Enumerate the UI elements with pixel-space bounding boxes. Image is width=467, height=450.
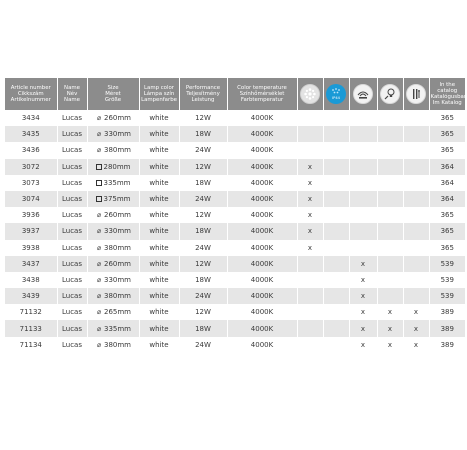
cell-ip-mark [323,320,349,336]
cell-led-mark: x [297,207,323,223]
cell-color-temperature: 4000K [227,223,297,239]
cell-motion-sensor-mark: x [349,272,377,288]
cell-size [87,272,139,288]
cell-dimmable-mark [377,142,403,158]
cell-lamp-color: white [139,320,179,336]
cell-dimmable-mark [377,175,403,191]
cell-size [87,175,139,191]
size-value: 260mm [104,114,131,123]
cell-protection-class-mark [403,240,429,256]
cell-article-number: 3936 [5,207,57,223]
cell-motion-sensor-mark [349,175,377,191]
cell-motion-sensor-mark [349,110,377,126]
cell-article-number: 3073 [5,175,57,191]
cell-protection-class-mark [403,126,429,142]
diameter-icon: ⌀ [96,146,102,155]
cell-lamp-color: white [139,240,179,256]
size-value: 380mm [104,340,131,349]
cell-color-temperature: 4000K [227,159,297,175]
cell-ip-mark [323,256,349,272]
cell-size [87,288,139,304]
cell-color-temperature: 4000K [227,207,297,223]
cell-catalog-page: 365 [429,142,465,158]
cell-lamp-color: white [139,207,179,223]
cell-catalog-page: 539 [429,272,465,288]
cell-dimmable-mark: x [377,320,403,336]
diameter-icon: ⌀ [96,243,102,252]
square-shape-icon [96,196,102,202]
cell-name: Lucas [57,207,87,223]
cell-lamp-color: white [139,256,179,272]
cell-article-number: 3434 [5,110,57,126]
diameter-icon: ⌀ [96,308,102,317]
table-row [5,240,465,256]
cell-article-number: 3937 [5,223,57,239]
cell-name: Lucas [57,272,87,288]
cell-color-temperature: 4000K [227,256,297,272]
cell-performance: 18W [179,126,227,142]
header-catalog: In the catalog Katalógusban Im Katalog [429,78,465,110]
size-value: 380mm [104,243,131,252]
cell-lamp-color: white [139,304,179,320]
cell-ip-mark [323,110,349,126]
cell-motion-sensor-mark: x [349,337,377,353]
cell-lamp-color: white [139,175,179,191]
cell-protection-class-mark [403,223,429,239]
diameter-icon: ⌀ [96,211,102,220]
header-name: Name Név Name [57,78,87,110]
cell-performance: 18W [179,223,227,239]
size-value: 260mm [104,259,131,268]
cell-ip-mark [323,288,349,304]
cell-ip-mark [323,159,349,175]
cell-led-mark [297,126,323,142]
cell-color-temperature: 4000K [227,320,297,336]
header-size: Size Méret Größe [87,78,139,110]
cell-led-mark [297,288,323,304]
cell-motion-sensor-mark: x [349,320,377,336]
size-value: 330mm [104,227,131,236]
cell-dimmable-mark [377,288,403,304]
header-color-temperature: Color temperature Színhőmérséklet Farbtemperatur [227,78,297,110]
cell-catalog-page: 364 [429,159,465,175]
square-shape-icon [96,180,102,186]
table-row [5,126,465,142]
cell-article-number: 3938 [5,240,57,256]
cell-size [87,110,139,126]
cell-size [87,320,139,336]
cell-lamp-color: white [139,142,179,158]
cell-motion-sensor-mark [349,207,377,223]
cell-dimmable-mark [377,272,403,288]
table-row [5,207,465,223]
table-row [5,191,465,207]
cell-color-temperature: 4000K [227,175,297,191]
cell-motion-sensor-mark [349,223,377,239]
cell-performance: 18W [179,272,227,288]
cell-dimmable-mark [377,223,403,239]
cell-performance: 12W [179,256,227,272]
size-value: 265mm [104,308,131,317]
cell-led-mark [297,142,323,158]
cell-dimmable-mark: x [377,304,403,320]
cell-name: Lucas [57,191,87,207]
header-ip-icon [323,78,349,110]
cell-protection-class-mark [403,256,429,272]
header-row [5,78,465,110]
svg-text:IP44: IP44 [332,96,340,100]
cell-size [87,304,139,320]
cell-catalog-page: 539 [429,256,465,272]
cell-led-mark: x [297,175,323,191]
cell-catalog-page: 389 [429,337,465,353]
cell-ip-mark [323,272,349,288]
cell-lamp-color: white [139,337,179,353]
cell-led-mark: x [297,223,323,239]
product-table [5,78,465,353]
cell-catalog-page: 364 [429,191,465,207]
table-row [5,337,465,353]
cell-catalog-page: 539 [429,288,465,304]
cell-protection-class-mark: x [403,320,429,336]
cell-size [87,223,139,239]
cell-catalog-page: 389 [429,304,465,320]
cell-size [87,256,139,272]
size-value: 330mm [104,130,131,139]
table-row [5,304,465,320]
header-article-number: Article number Cikkszám Artikelnummer [5,78,57,110]
cell-article-number: 3439 [5,288,57,304]
size-value: 380mm [104,146,131,155]
led-icon [300,84,320,104]
cell-protection-class-mark [403,207,429,223]
diameter-icon: ⌀ [96,275,102,284]
cell-size [87,126,139,142]
motion-sensor-icon [353,84,373,104]
cell-name: Lucas [57,110,87,126]
cell-dimmable-mark: x [377,337,403,353]
cell-name: Lucas [57,126,87,142]
size-value: 380mm [104,292,131,301]
header-dimmable-icon [377,78,403,110]
size-value: 260mm [104,211,131,220]
cell-led-mark: x [297,159,323,175]
product-table-container [5,78,467,353]
diameter-icon: ⌀ [96,114,102,123]
size-value: 330mm [104,275,131,284]
cell-dimmable-mark [377,207,403,223]
cell-color-temperature: 4000K [227,272,297,288]
cell-name: Lucas [57,142,87,158]
diameter-icon: ⌀ [96,324,102,333]
cell-size [87,159,139,175]
diameter-icon: ⌀ [96,259,102,268]
cell-lamp-color: white [139,288,179,304]
cell-article-number: 3436 [5,142,57,158]
cell-ip-mark [323,337,349,353]
cell-article-number: 3072 [5,159,57,175]
cell-color-temperature: 4000K [227,304,297,320]
cell-ip-mark [323,126,349,142]
protection-class-icon [406,84,426,104]
cell-protection-class-mark: x [403,304,429,320]
cell-performance: 12W [179,304,227,320]
cell-color-temperature: 4000K [227,337,297,353]
square-shape-icon [96,164,102,170]
cell-color-temperature: 4000K [227,288,297,304]
cell-motion-sensor-mark [349,126,377,142]
cell-lamp-color: white [139,159,179,175]
cell-article-number: 3438 [5,272,57,288]
size-value: 280mm [103,162,131,171]
cell-lamp-color: white [139,191,179,207]
cell-ip-mark [323,142,349,158]
cell-name: Lucas [57,159,87,175]
cell-performance: 24W [179,240,227,256]
table-row [5,159,465,175]
cell-protection-class-mark: x [403,337,429,353]
cell-article-number: 3074 [5,191,57,207]
cell-name: Lucas [57,288,87,304]
cell-size [87,240,139,256]
cell-catalog-page: 364 [429,175,465,191]
cell-led-mark: x [297,240,323,256]
cell-lamp-color: white [139,272,179,288]
cell-ip-mark [323,207,349,223]
table-row [5,288,465,304]
header-motion-sensor-icon [349,78,377,110]
cell-led-mark [297,337,323,353]
cell-performance: 18W [179,175,227,191]
cell-catalog-page: 365 [429,126,465,142]
size-value: 375mm [103,195,131,204]
table-row [5,272,465,288]
header-lamp-color: Lamp color Lámpa szín Lampenfarbe [139,78,179,110]
cell-article-number: 3435 [5,126,57,142]
cell-led-mark [297,256,323,272]
table-row [5,256,465,272]
cell-motion-sensor-mark: x [349,304,377,320]
cell-article-number: 3437 [5,256,57,272]
cell-size [87,337,139,353]
cell-size [87,207,139,223]
cell-article-number: 71134 [5,337,57,353]
cell-protection-class-mark [403,159,429,175]
diameter-icon: ⌀ [96,340,102,349]
cell-catalog-page: 365 [429,223,465,239]
cell-motion-sensor-mark [349,240,377,256]
cell-article-number: 71132 [5,304,57,320]
cell-ip-mark [323,304,349,320]
cell-dimmable-mark [377,256,403,272]
cell-ip-mark [323,240,349,256]
cell-color-temperature: 4000K [227,126,297,142]
cell-catalog-page: 389 [429,320,465,336]
cell-led-mark [297,304,323,320]
cell-color-temperature: 4000K [227,110,297,126]
cell-color-temperature: 4000K [227,240,297,256]
cell-size [87,191,139,207]
cell-lamp-color: white [139,223,179,239]
cell-motion-sensor-mark [349,159,377,175]
diameter-icon: ⌀ [96,292,102,301]
cell-color-temperature: 4000K [227,142,297,158]
cell-performance: 12W [179,110,227,126]
cell-ip-mark [323,175,349,191]
cell-led-mark [297,110,323,126]
cell-catalog-page: 365 [429,207,465,223]
cell-performance: 24W [179,337,227,353]
cell-name: Lucas [57,337,87,353]
table-row [5,320,465,336]
cell-size [87,142,139,158]
cell-name: Lucas [57,175,87,191]
table-row [5,110,465,126]
cell-motion-sensor-mark: x [349,288,377,304]
cell-protection-class-mark [403,110,429,126]
ip-rating-icon [326,84,346,104]
cell-dimmable-mark [377,159,403,175]
cell-article-number: 71133 [5,320,57,336]
cell-performance: 18W [179,320,227,336]
cell-dimmable-mark [377,240,403,256]
cell-performance: 12W [179,159,227,175]
cell-lamp-color: white [139,110,179,126]
cell-performance: 24W [179,288,227,304]
cell-dimmable-mark [377,191,403,207]
cell-protection-class-mark [403,272,429,288]
cell-catalog-page: 365 [429,240,465,256]
cell-led-mark [297,272,323,288]
cell-ip-mark [323,191,349,207]
cell-name: Lucas [57,240,87,256]
cell-motion-sensor-mark [349,142,377,158]
cell-name: Lucas [57,320,87,336]
cell-name: Lucas [57,256,87,272]
size-value: 335mm [103,178,131,187]
cell-protection-class-mark [403,175,429,191]
cell-name: Lucas [57,223,87,239]
dimmable-icon [380,84,400,104]
cell-performance: 12W [179,207,227,223]
diameter-icon: ⌀ [96,227,102,236]
cell-led-mark [297,320,323,336]
cell-protection-class-mark [403,142,429,158]
cell-dimmable-mark [377,110,403,126]
header-performance: Performance Teljesítmény Leistung [179,78,227,110]
cell-motion-sensor-mark: x [349,256,377,272]
cell-protection-class-mark [403,288,429,304]
table-row [5,175,465,191]
table-row [5,142,465,158]
cell-motion-sensor-mark [349,191,377,207]
cell-led-mark: x [297,191,323,207]
diameter-icon: ⌀ [96,130,102,139]
cell-catalog-page: 365 [429,110,465,126]
cell-ip-mark [323,223,349,239]
cell-performance: 24W [179,142,227,158]
header-protection-class-icon [403,78,429,110]
cell-dimmable-mark [377,126,403,142]
cell-lamp-color: white [139,126,179,142]
cell-color-temperature: 4000K [227,191,297,207]
table-row [5,223,465,239]
cell-name: Lucas [57,304,87,320]
size-value: 335mm [104,324,131,333]
cell-protection-class-mark [403,191,429,207]
cell-performance: 24W [179,191,227,207]
header-led-icon [297,78,323,110]
